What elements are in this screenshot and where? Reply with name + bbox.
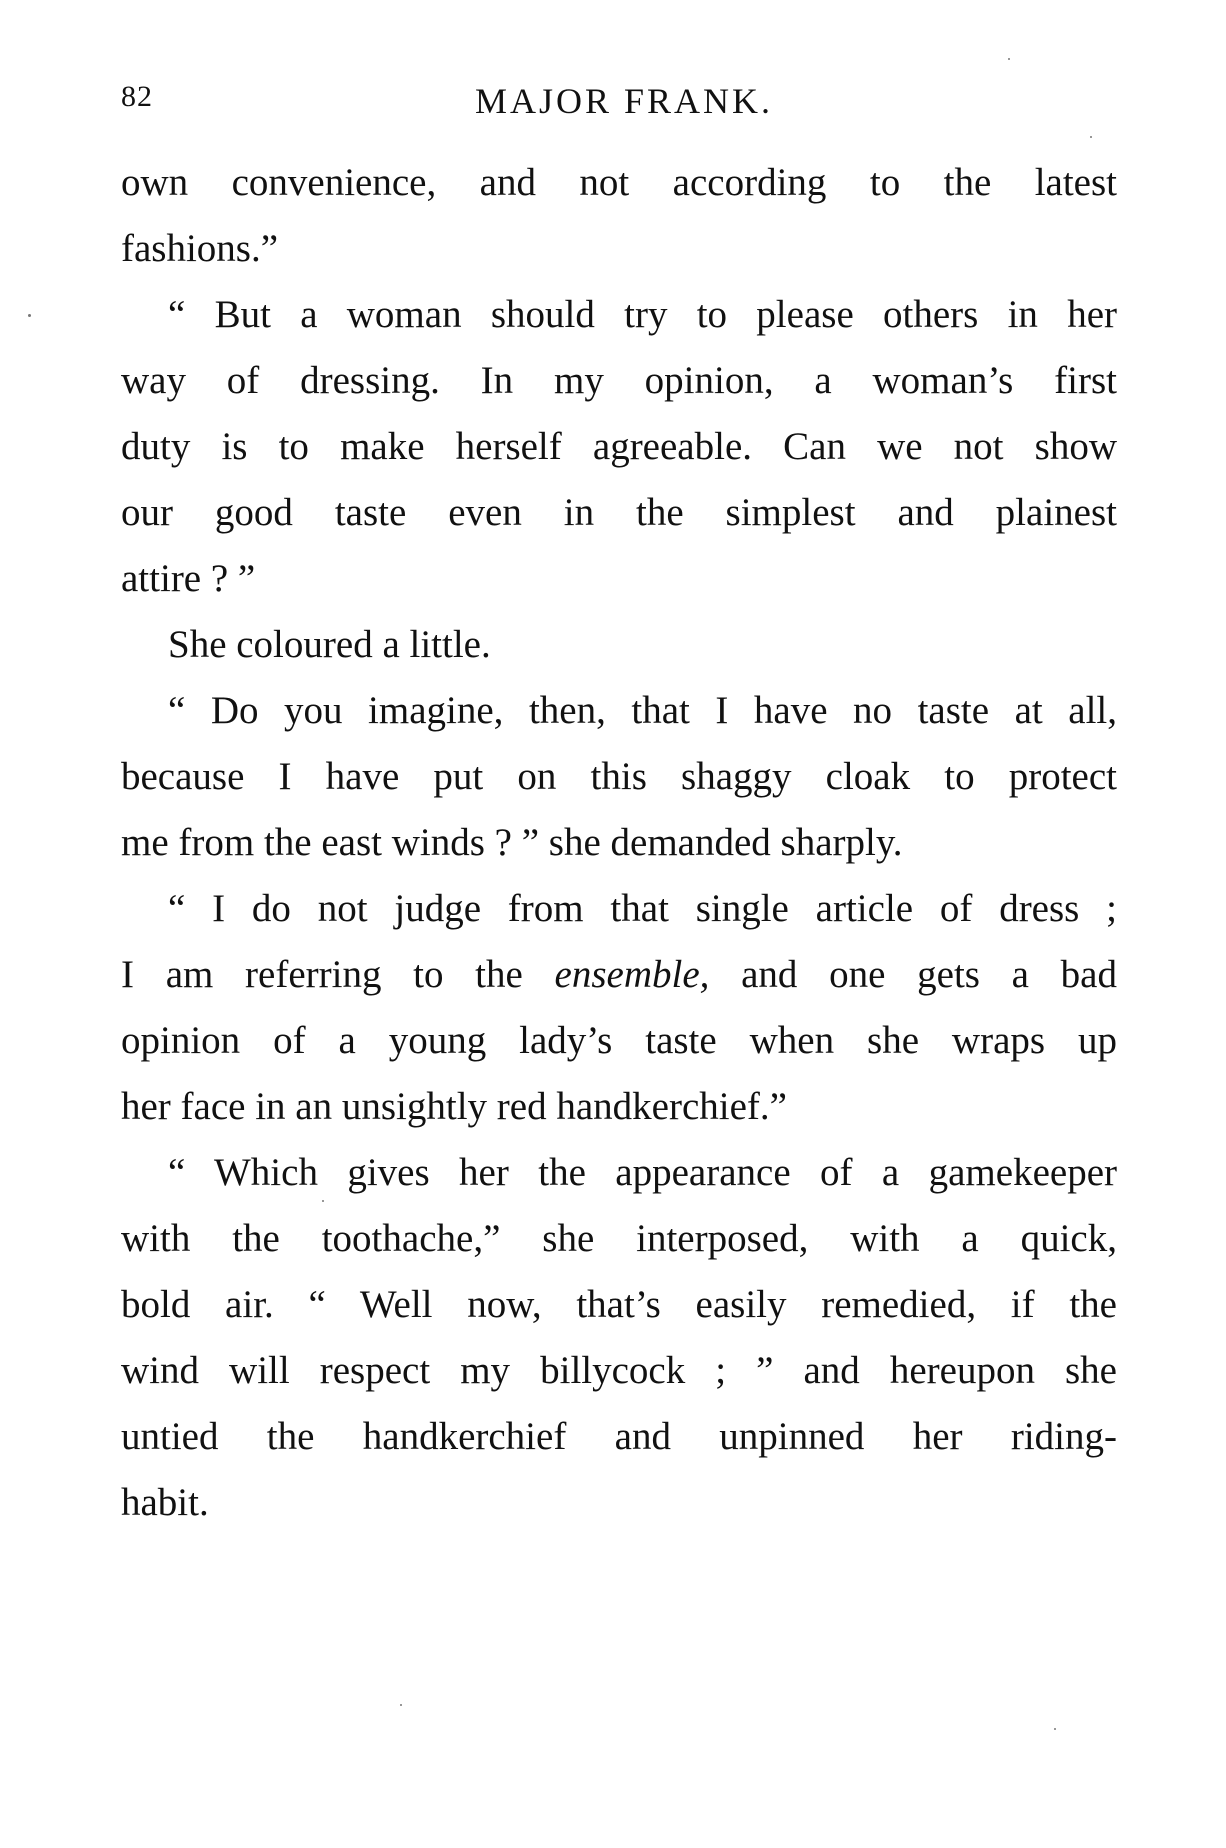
text-line: own convenience, and not according to the latest [121, 161, 1117, 204]
text-line: “ Which gives her the appearance of a gamekeeper [168, 1151, 1117, 1194]
text-line: bold air. “ Well now, that’s easily remedied, if the [121, 1283, 1117, 1326]
print-speck [1090, 136, 1092, 138]
print-speck [1054, 1728, 1056, 1730]
page-number: 82 [121, 80, 153, 113]
italic-word: ensemble, [554, 953, 710, 996]
text-line: me from the east winds ? ” she demanded sharply. [121, 821, 903, 864]
running-title: MAJOR FRANK. [475, 81, 774, 121]
print-speck [28, 314, 31, 317]
text-line: fashions.” [121, 227, 279, 270]
text-line: way of dressing. In my opinion, a woman’s first [121, 359, 1117, 402]
body-text [121, 150, 1117, 1536]
text-line: because I have put on this shaggy cloak to protect [121, 755, 1117, 798]
text-line: untied the handkerchief and unpinned her riding- [121, 1415, 1117, 1458]
print-speck [322, 1200, 324, 1202]
text-line: “ I do not judge from that single article of dress ; [168, 887, 1117, 930]
text-segment: and one gets a bad [709, 953, 1117, 996]
text-line: with the toothache,” she interposed, with a quick, [121, 1217, 1117, 1260]
text-line: habit. [121, 1481, 209, 1524]
text-line: “ But a woman should try to please others in her [168, 293, 1117, 336]
text-line: our good taste even in the simplest and plainest [121, 491, 1117, 534]
print-speck [400, 1704, 402, 1706]
text-line: “ Do you imagine, then, that I have no taste at all, [168, 689, 1117, 732]
text-line: opinion of a young lady’s taste when she wraps up [121, 1019, 1117, 1062]
text-line: attire ? ” [121, 557, 256, 600]
text-line: duty is to make herself agreeable. Can we not show [121, 425, 1117, 468]
text-line: She coloured a little. [168, 623, 491, 666]
print-speck [1008, 58, 1010, 60]
text-segment: I am referring to the [121, 953, 555, 996]
text-line [121, 942, 1117, 1008]
page-header [121, 80, 1111, 130]
text-line: wind will respect my billycock ; ” and hereupon she [121, 1349, 1117, 1392]
text-line: her face in an unsightly red handkerchief.” [121, 1085, 787, 1128]
